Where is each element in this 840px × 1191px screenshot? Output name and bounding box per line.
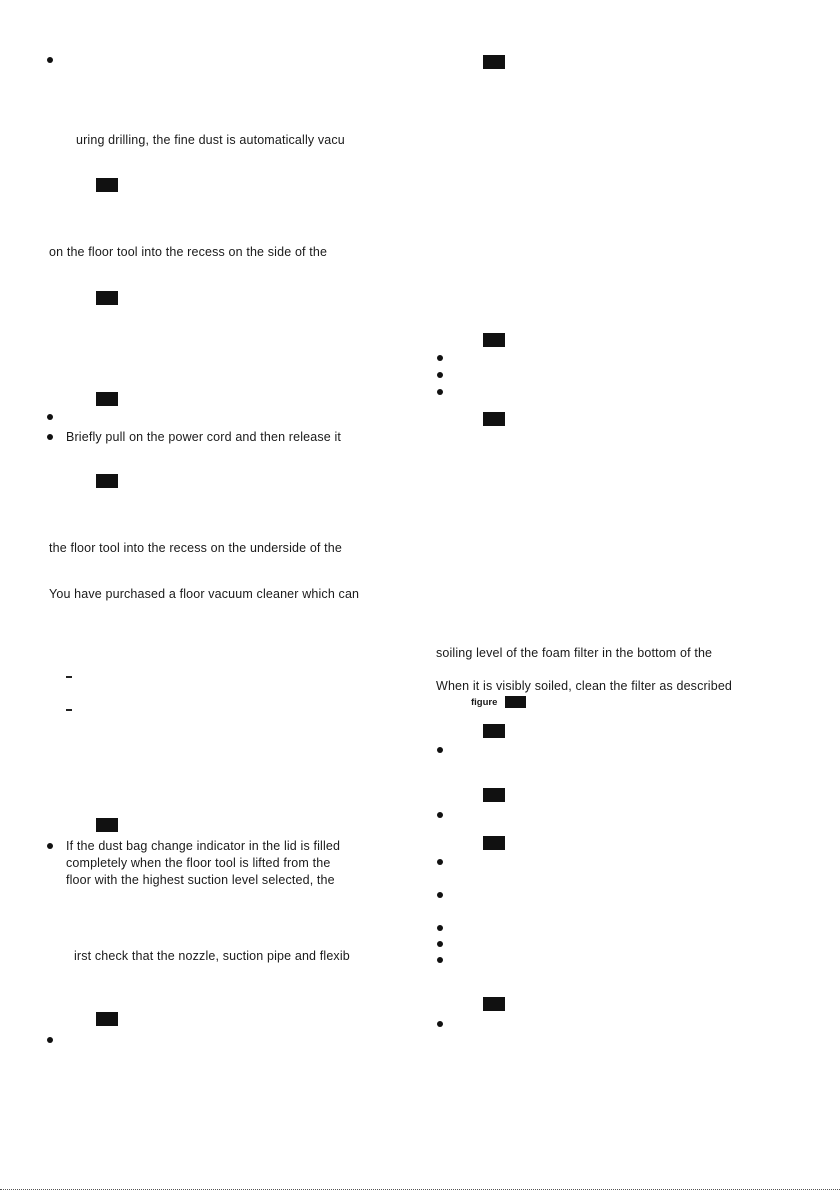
dash-2 (66, 709, 72, 711)
text-floor-tool-underside-recess: the floor tool into the recess on the underside of the (49, 541, 343, 555)
bullet-5 (47, 1037, 53, 1043)
bullet-4 (47, 843, 53, 849)
text-visibly-soiled: When it is visibly soiled, clean the filter as described (436, 679, 733, 693)
figure-ref-box-inline (505, 696, 526, 708)
bullet-7 (437, 372, 443, 378)
figure-ref-box-10 (483, 724, 505, 738)
text-bag-indicator-line-2: completely when the floor tool is lifted from the (66, 856, 331, 870)
figure-ref-box-13 (483, 997, 505, 1011)
bullet-10 (437, 812, 443, 818)
bullet-16 (437, 1021, 443, 1027)
figure-ref-box-5 (96, 818, 118, 832)
bullet-8 (437, 389, 443, 395)
figure-ref-box-11 (483, 788, 505, 802)
text-bag-indicator-line-3: floor with the highest suction level selected, the (66, 873, 335, 887)
text-floor-tool-side-recess: on the floor tool into the recess on the side of the (49, 245, 328, 259)
bullet-12 (437, 892, 443, 898)
text-bag-indicator-line-1: If the dust bag change indicator in the lid is filled (66, 839, 341, 853)
bullet-11 (437, 859, 443, 865)
figure-ref-box-12 (483, 836, 505, 850)
bullet-2 (47, 414, 53, 420)
figure-ref-box-2 (96, 291, 118, 305)
figure-ref-box-4 (96, 474, 118, 488)
text-drilling-dust: uring drilling, the fine dust is automatically vacu (76, 133, 345, 147)
text-pull-power-cord: Briefly pull on the power cord and then release it (66, 430, 342, 444)
text-purchased-vacuum: You have purchased a floor vacuum cleaner which can (49, 587, 360, 601)
bullet-13 (437, 925, 443, 931)
bullet-3 (47, 434, 53, 440)
figure-label: figure (471, 697, 498, 708)
figure-ref-box-9 (483, 412, 505, 426)
text-check-nozzle: irst check that the nozzle, suction pipe and flexib (74, 949, 350, 963)
bullet-15 (437, 957, 443, 963)
text-soiling-level: soiling level of the foam filter in the bottom of the (436, 646, 713, 660)
figure-ref-box-1 (96, 178, 118, 192)
bullet-9 (437, 747, 443, 753)
page-bottom-rule (0, 1189, 840, 1190)
bullet-14 (437, 941, 443, 947)
bullet-6 (437, 355, 443, 361)
figure-ref-box-6 (96, 1012, 118, 1026)
figure-ref-box-3 (96, 392, 118, 406)
bullet-1 (47, 57, 53, 63)
figure-ref-box-8 (483, 333, 505, 347)
figure-ref-box-7 (483, 55, 505, 69)
dash-1 (66, 676, 72, 678)
